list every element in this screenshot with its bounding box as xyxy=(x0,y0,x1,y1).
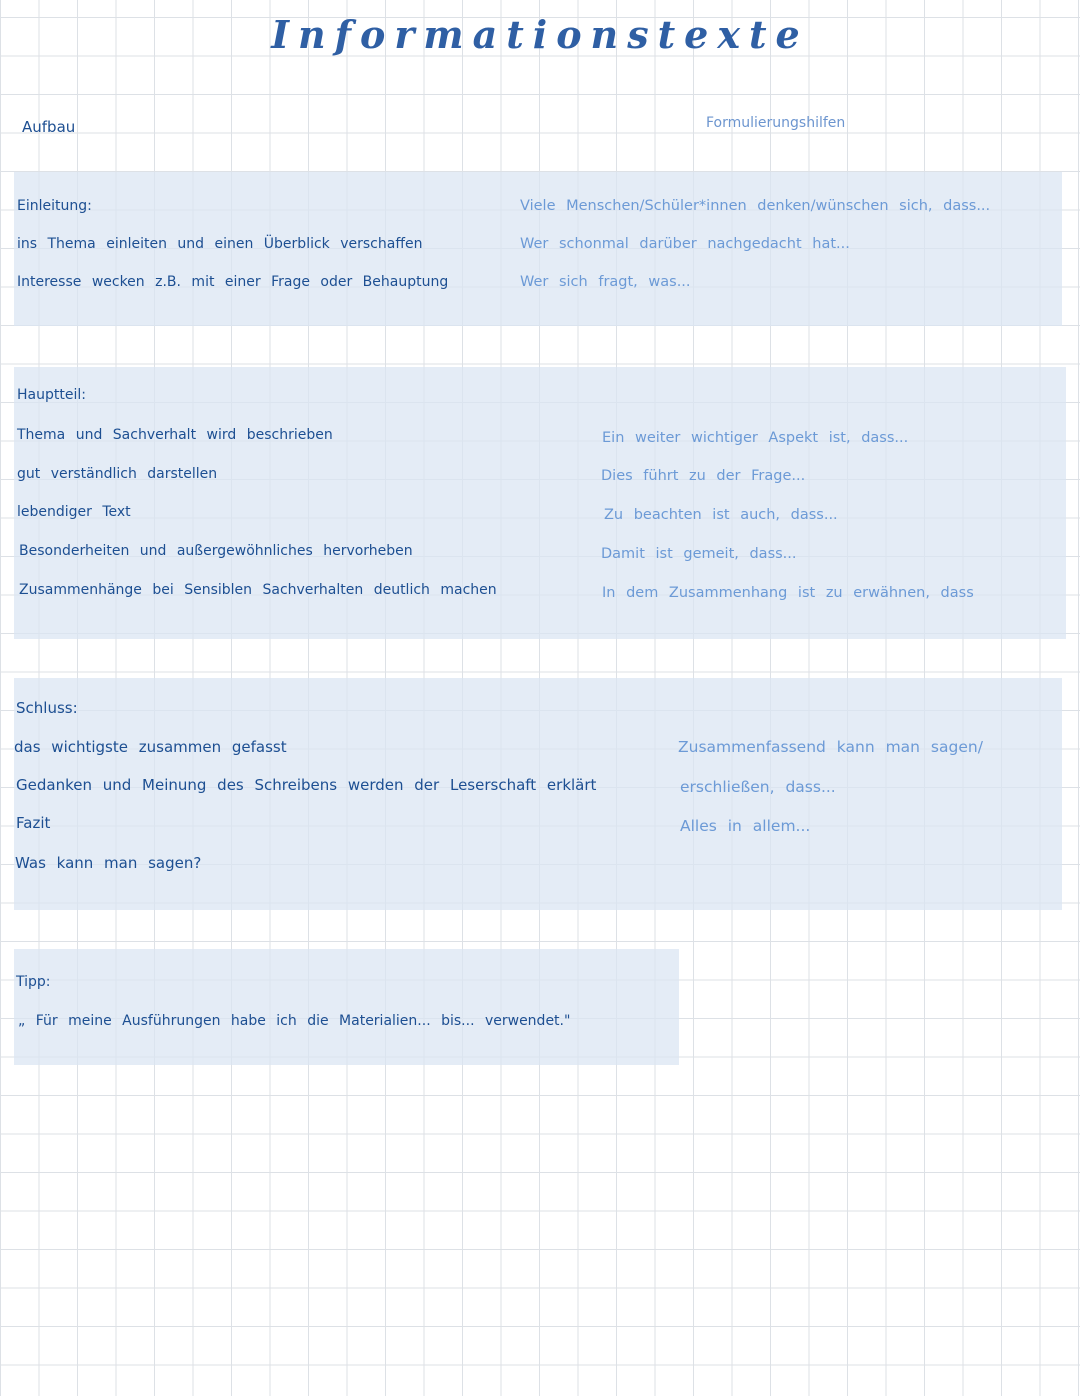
structure-point: ins Thema einleiten und einen Überblick verschaffen xyxy=(17,236,423,252)
structure-point: Thema und Sachverhalt wird beschrieben xyxy=(17,427,333,443)
structure-point: Interesse wecken z.B. mit einer Frage oder Behauptung xyxy=(17,274,449,290)
structure-point: das wichtigste zusammen gefasst xyxy=(14,738,287,756)
structure-point: gut verständlich darstellen xyxy=(17,466,218,482)
phrase-suggestion: Viele Menschen/Schüler*innen denken/wünschen sich, dass... xyxy=(520,198,991,214)
column-header-aufbau: Aufbau xyxy=(22,118,76,136)
phrase-suggestion: Wer sich fragt, was... xyxy=(520,274,691,290)
section-heading: Tipp: xyxy=(16,974,51,990)
section-heading: Einleitung: xyxy=(17,198,92,214)
section-hauptteil xyxy=(14,367,1066,639)
phrase-suggestion: Damit ist gemeit, dass... xyxy=(601,546,797,562)
phrase-suggestion: In dem Zusammenhang ist zu erwähnen, dass xyxy=(602,585,974,601)
column-header-formulierungshilfen: Formulierungshilfen xyxy=(706,115,846,131)
section-heading: Hauptteil: xyxy=(17,387,86,403)
structure-point: Besonderheiten und außergewöhnliches hervorheben xyxy=(19,543,413,559)
tip-text: „ Für meine Ausführungen habe ich die Materialien... bis... verwendet." xyxy=(18,1013,571,1029)
phrase-suggestion: Wer schonmal darüber nachgedacht hat... xyxy=(520,236,850,252)
phrase-suggestion: Alles in allem... xyxy=(680,817,811,835)
phrase-suggestion: Zusammenfassend kann man sagen/ xyxy=(678,738,983,756)
section-heading: Schluss: xyxy=(16,699,78,717)
structure-point: Fazit xyxy=(16,814,51,832)
structure-point: Gedanken und Meinung des Schreibens werden der Leserschaft erklärt xyxy=(16,776,597,794)
phrase-suggestion: Zu beachten ist auch, dass... xyxy=(604,507,838,523)
phrase-suggestion: erschließen, dass... xyxy=(680,778,836,796)
structure-point: lebendiger Text xyxy=(17,504,131,520)
phrase-suggestion: Dies führt zu der Frage... xyxy=(601,468,806,484)
structure-point: Zusammenhänge bei Sensiblen Sachverhalten deutlich machen xyxy=(19,582,497,598)
page-title: Informationstexte xyxy=(271,12,809,57)
section-schluss xyxy=(14,678,1062,910)
section-tipp xyxy=(14,949,679,1065)
phrase-suggestion: Ein weiter wichtiger Aspekt ist, dass... xyxy=(602,430,909,446)
structure-point: Was kann man sagen? xyxy=(15,854,202,872)
section-einleitung xyxy=(14,172,1062,326)
